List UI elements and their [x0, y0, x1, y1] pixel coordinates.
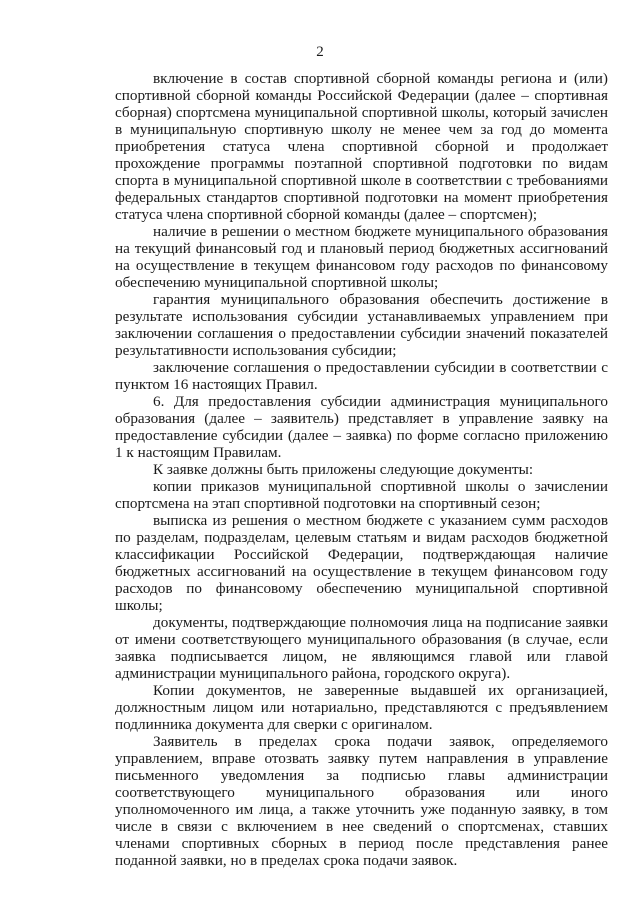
- document-body: [115, 70, 608, 869]
- paragraph-5: 6. Для предоставления субсидии администрация муниципального образования (далее – заявитель) представляет в управление заявку на предоставление субсидии (далее – заявка) по форме согласно приложению 1 к настоящим Правилам.: [115, 393, 608, 461]
- page-number: 2: [316, 44, 324, 60]
- paragraph-6: К заявке должны быть приложены следующие документы:: [153, 461, 534, 478]
- paragraph-10: Копии документов, не заверенные выдавшей их организацией, должностным лицом или нотариально, представляются с предъявлением подлинника документа для сверки с оригиналом.: [115, 682, 608, 733]
- paragraph-2: наличие в решении о местном бюджете муниципального образования на текущий финансовый год и плановый период бюджетных ассигнований на осуществление в текущем финансовом году расходов по финансовому обеспечению муниципальной спортивной школы;: [115, 223, 608, 291]
- paragraph-9: документы, подтверждающие полномочия лица на подписание заявки от имени соответствующего муниципального образования (в случае, если заявка подписывается лицом, не являющимся главой или главой администрации муниципального района, городского округа).: [115, 614, 608, 682]
- paragraph-7: копии приказов муниципальной спортивной школы о зачислении спортсмена на этап спортивной подготовки на спортивный сезон;: [115, 478, 608, 512]
- paragraph-1: включение в состав спортивной сборной команды региона и (или) спортивной сборной команды Российской Федерации (далее – спортивная сборная) спортсмена муниципальной спортивной школы, который зачислен в муниципальную спортивную школу не менее чем за год до момента приобретения статуса члена спортивной сборной и продолжает прохождение программы поэтапной спортивной подготовки по видам спорта в муниципальной спортивной школе в соответствии с требованиями федеральных стандартов спортивной подготовки на момент приобретения статуса члена спортивной сборной команды (далее – спортсмен);: [115, 70, 608, 223]
- paragraph-3: гарантия муниципального образования обеспечить достижение в результате использования субсидии устанавливаемых управлением при заключении соглашения о предоставлении субсидии значений показателей результативности использования субсидии;: [115, 291, 608, 359]
- paragraph-11: Заявитель в пределах срока подачи заявок, определяемого управлением, вправе отозвать заявку путем направления в управление письменного уведомления за подписью главы администрации соответствующего муниципального образования или иного уполномоченного им лица, а также уточнить уже поданную заявку, в том числе в связи с включением в нее сведений о спортсменах, ставших членами спортивных сборных в период после представления ранее поданной заявки, но в пределах срока подачи заявок.: [115, 733, 608, 869]
- paragraph-4: заключение соглашения о предоставлении субсидии в соответствии с пунктом 16 настоящих Правил.: [115, 359, 608, 393]
- paragraph-8: выписка из решения о местном бюджете с указанием сумм расходов по разделам, подразделам, целевым статьям и видам расходов бюджетной классификации Российской Федерации, подтверждающая наличие бюджетных ассигнований на осуществление в текущем финансовом году расходов по финансовому обеспечению муниципальной спортивной школы;: [115, 512, 608, 614]
